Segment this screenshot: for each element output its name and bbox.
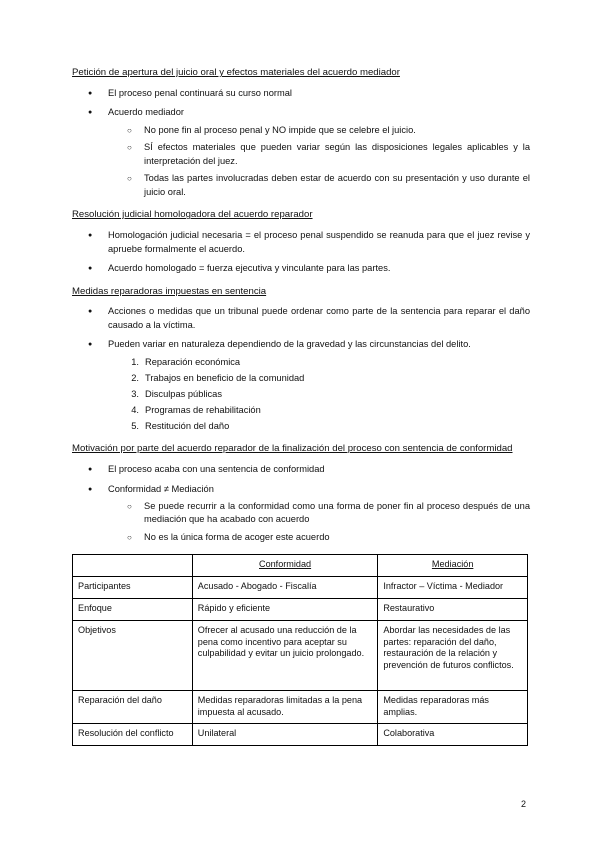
bullet-list (72, 229, 530, 275)
item-text: Reparación económica (145, 356, 241, 367)
section-title: Medidas reparadoras impuestas en sentencia (72, 285, 267, 297)
table-header-row (73, 555, 528, 577)
section-conformidad (72, 442, 530, 544)
table-row (73, 620, 528, 690)
cell-mediacion: Restaurativo (378, 599, 528, 621)
row-label: Objetivos (73, 620, 193, 690)
section-apertura-juicio (72, 66, 530, 199)
column-header-mediacion: Mediación (378, 555, 528, 577)
cell-conformidad: Unilateral (192, 724, 378, 746)
numbered-item (108, 356, 530, 369)
table-row (73, 690, 528, 724)
list-item (72, 106, 530, 199)
item-text: Restitución del daño (145, 420, 230, 431)
row-label: Enfoque (73, 599, 193, 621)
sub-list-item: ○ No es la única forma de acoger este acuerdo (108, 531, 530, 544)
list-item (72, 338, 530, 433)
item-number: 5. (131, 420, 139, 431)
list-item: ● Acuerdo homologado = fuerza ejecutiva y vinculante para las partes. (72, 262, 530, 275)
numbered-item (108, 404, 530, 417)
section-title: Resolución judicial homologadora del acuerdo reparador (72, 209, 313, 221)
cell-conformidad: Medidas reparadoras limitadas a la pena impuesta al acusado. (192, 690, 378, 724)
list-item-text: Conformidad ≠ Mediación (108, 483, 214, 494)
sub-bullet-list (108, 124, 530, 199)
cell-mediacion: Medidas reparadoras más amplias. (378, 690, 528, 724)
sub-list-item: ○ Se puede recurrir a la conformidad como una forma de poner fin al proceso después de una mediación que ha acabado con acuerdo (108, 500, 530, 527)
row-label: Reparación del daño (73, 690, 193, 724)
list-item: ● Acciones o medidas que un tribunal puede ordenar como parte de la sentencia para reparar el daño causado a la víctima. (72, 305, 530, 332)
item-text: Programas de rehabilitación (145, 404, 261, 415)
table-row (73, 599, 528, 621)
bullet-list (72, 463, 530, 544)
item-number: 4. (131, 404, 139, 415)
table-row (73, 724, 528, 746)
table-row (73, 577, 528, 599)
cell-mediacion: Infractor – Víctima - Mediador (378, 577, 528, 599)
section-title: Motivación por parte del acuerdo reparador de la finalización del proceso con sentencia de conformidad (72, 443, 513, 455)
numbered-item (108, 420, 530, 433)
table-corner-cell (73, 555, 193, 577)
bullet-list (72, 305, 530, 433)
item-number: 3. (131, 388, 139, 399)
bullet-list (72, 87, 530, 199)
sub-bullet-list (108, 500, 530, 544)
section-title: Petición de apertura del juicio oral y efectos materiales del acuerdo mediador (72, 67, 400, 78)
item-number: 2. (131, 372, 139, 383)
sub-list-item: ○ Todas las partes involucradas deben estar de acuerdo con su presentación y uso durante el juicio oral. (108, 172, 530, 199)
list-item-text: Acuerdo mediador (108, 107, 184, 118)
page-number: 2 (521, 799, 527, 809)
list-item-text: Pueden variar en naturaleza dependiendo de la gravedad y las circunstancias del delito. (108, 339, 471, 350)
item-text: Disculpas públicas (145, 388, 222, 399)
list-item: ● El proceso acaba con una sentencia de conformidad (72, 463, 530, 476)
list-item: ● Homologación judicial necesaria = el proceso penal suspendido se reanuda para que el juez revise y apruebe formalmente el acuerdo. (72, 229, 530, 256)
sub-list-item: ○ No pone fin al proceso penal y NO impide que se celebre el juicio. (108, 124, 530, 137)
row-label: Resolución del conflicto (73, 724, 193, 746)
item-number: 1. (131, 356, 139, 367)
numbered-item (108, 372, 530, 385)
document-page (72, 66, 530, 746)
cell-mediacion: Colaborativa (378, 724, 528, 746)
row-label: Participantes (73, 577, 193, 599)
numbered-item (108, 388, 530, 401)
list-item (72, 483, 530, 545)
sub-list-item: ○ SÍ efectos materiales que pueden variar según las disposiciones legales aplicables y la interpretación del juez. (108, 141, 530, 168)
section-medidas-reparadoras (72, 285, 530, 434)
section-resolucion-judicial (72, 208, 530, 275)
column-header-conformidad: Conformidad (192, 555, 378, 577)
item-text: Trabajos en beneficio de la comunidad (145, 372, 305, 383)
cell-conformidad: Ofrecer al acusado una reducción de la pena como incentivo para aceptar su culpabilidad y evitar un juicio prolongado. (192, 620, 378, 690)
cell-mediacion: Abordar las necesidades de las partes: reparación del daño, restauración de la relación y prevención de futuros conflictos. (378, 620, 528, 690)
list-item: ● El proceso penal continuará su curso normal (72, 87, 530, 100)
numbered-list (108, 356, 530, 433)
cell-conformidad: Rápido y eficiente (192, 599, 378, 621)
comparison-table (72, 554, 528, 746)
cell-conformidad: Acusado - Abogado - Fiscalía (192, 577, 378, 599)
